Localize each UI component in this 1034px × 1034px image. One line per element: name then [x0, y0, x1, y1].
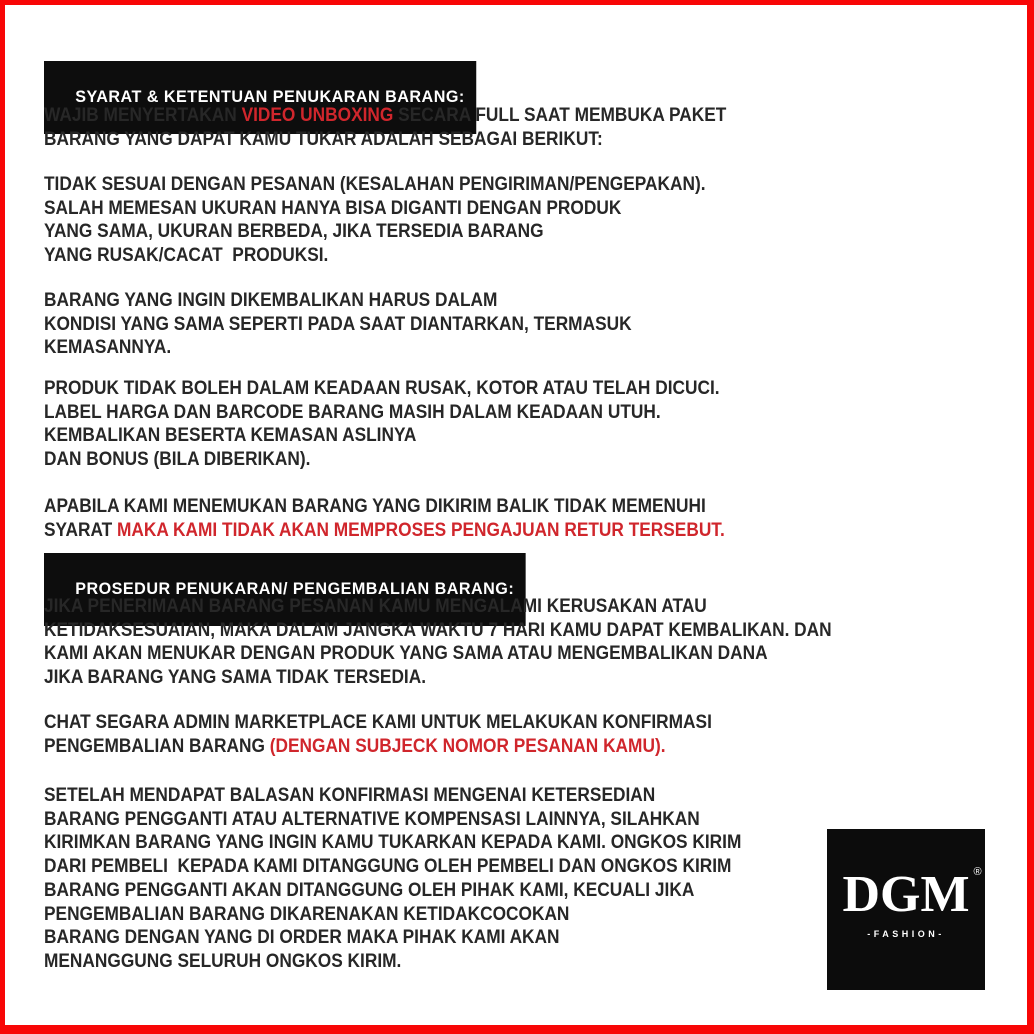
paragraph-unboxing-requirement: [44, 104, 726, 151]
body-text: KIRIMKAN BARANG YANG INGIN KAMU TUKARKAN KEPADA KAMI. ONGKOS KIRIM: [44, 832, 742, 854]
text-line: [44, 784, 741, 808]
body-text: KEMASANNYA.: [44, 337, 172, 359]
text-line: [44, 448, 720, 472]
body-text: MENANGGUNG SELURUH ONGKOS KIRIM.: [44, 950, 402, 972]
body-text: SYARAT: [44, 519, 118, 541]
body-text: KETIDAKSESUAIAN, MAKA DALAM JANGKA WAKTU 7 HARI KAMU DAPAT KEMBALIKAN. DAN: [44, 619, 832, 641]
body-text: DARI PEMBELI KEPADA KAMI DITANGGUNG OLEH PEMBELI DAN ONGKOS KIRIM: [44, 856, 732, 878]
body-text: PENGEMBALIAN BARANG DIKARENAKAN KETIDAKCOCOKAN: [44, 903, 570, 925]
highlighted-text: VIDEO UNBOXING: [241, 105, 394, 126]
body-text: LABEL HARGA DAN BARCODE BARANG MASIH DALAM KEADAAN UTUH.: [44, 401, 661, 423]
body-text: KONDISI YANG SAMA SEPERTI PADA SAAT DIANTARKAN, TERMASUK: [44, 313, 632, 335]
body-text: KAMI AKAN MENUKAR DENGAN PRODUK YANG SAMA ATAU MENGEMBALIKAN DANA: [44, 643, 768, 665]
body-text: SECARA FULL SAAT MEMBUKA PAKET: [393, 105, 727, 126]
body-text: BARANG DENGAN YANG DI ORDER MAKA PIHAK KAMI AKAN: [44, 927, 560, 949]
text-line: [44, 879, 741, 903]
body-text: BARANG PENGGANTI AKAN DITANGGUNG OLEH PIHAK KAMI, KECUALI JIKA: [44, 879, 695, 901]
text-line: [44, 197, 706, 221]
body-text: BARANG YANG INGIN DIKEMBALIKAN HARUS DALAM: [44, 290, 498, 311]
brand-wordmark: [842, 866, 982, 923]
text-line: [44, 377, 720, 401]
registered-trademark-icon: ®: [973, 866, 982, 878]
text-line: [44, 401, 720, 425]
body-text: JIKA PENERIMAAN BARANG PESANAN KAMU MENGALAMI KERUSAKAN ATAU: [44, 596, 707, 617]
body-text: APABILA KAMI MENEMUKAN BARANG YANG DIKIRIM BALIK TIDAK MEMENUHI: [44, 496, 706, 517]
text-line: [44, 808, 741, 832]
paragraph-product-state-rules: [44, 377, 720, 472]
paragraph-eligible-items: [44, 173, 706, 268]
text-line: [44, 519, 725, 543]
text-line: [44, 104, 726, 128]
paragraph-shipping-costs: [44, 784, 741, 974]
body-text: DAN BONUS (BILA DIBERIKAN).: [44, 449, 311, 471]
text-line: [44, 666, 832, 690]
paragraph-seven-day-window: [44, 595, 832, 690]
body-text: TIDAK SESUAI DENGAN PESANAN (KESALAHAN PENGIRIMAN/PENGEPAKAN).: [44, 174, 706, 195]
text-line: [44, 173, 706, 197]
body-text: JIKA BARANG YANG SAMA TIDAK TERSEDIA.: [44, 667, 427, 689]
text-line: [44, 495, 725, 519]
terms-heading-label: SYARAT & KETENTUAN PENUKARAN BARANG:: [75, 87, 465, 106]
body-text: BARANG YANG DAPAT KAMU TUKAR ADALAH SEBAGAI BERIKUT:: [44, 128, 603, 150]
body-text: BARANG PENGGANTI ATAU ALTERNATIVE KOMPENSASI LAINNYA, SILAHKAN: [44, 808, 700, 830]
body-text: WAJIB MENYERTAKAN: [44, 105, 242, 126]
body-text: YANG SAMA, UKURAN BERBEDA, JIKA TERSEDIA BARANG: [44, 221, 544, 243]
paragraph-return-condition: [44, 289, 632, 360]
text-line: [44, 711, 712, 735]
text-line: [44, 313, 632, 337]
text-line: [44, 642, 832, 666]
body-text: KEMBALIKAN BESERTA KEMASAN ASLINYA: [44, 425, 417, 447]
text-line: [44, 220, 706, 244]
procedure-heading-label: PROSEDUR PENUKARAN/ PENGEMBALIAN BARANG:: [75, 579, 515, 598]
text-line: [44, 424, 720, 448]
highlighted-text: MAKA KAMI TIDAK AKAN MEMPROSES PENGAJUAN RETUR TERSEBUT.: [117, 519, 725, 541]
text-line: [44, 128, 726, 152]
body-text: SALAH MEMESAN UKURAN HANYA BISA DIGANTI DENGAN PRODUK: [44, 197, 622, 219]
paragraph-non-compliance-warning: [44, 495, 725, 542]
body-text: SETELAH MENDAPAT BALASAN KONFIRMASI MENGENAI KETERSEDIAN: [44, 785, 656, 806]
text-line: [44, 855, 741, 879]
text-line: [44, 336, 632, 360]
body-text: PRODUK TIDAK BOLEH DALAM KEADAAN RUSAK, KOTOR ATAU TELAH DICUCI.: [44, 378, 720, 399]
paragraph-chat-admin: [44, 711, 712, 758]
text-line: [44, 903, 741, 927]
text-line: [44, 619, 832, 643]
brand-name: DGM: [842, 866, 970, 923]
text-line: [44, 289, 632, 313]
text-line: [44, 831, 741, 855]
body-text: YANG RUSAK/CACAT PRODUKSI.: [44, 245, 329, 267]
brand-tagline: -FASHION-: [867, 929, 945, 939]
text-line: [44, 735, 712, 759]
text-line: [44, 926, 741, 950]
text-line: [44, 244, 706, 268]
body-text: CHAT SEGARA ADMIN MARKETPLACE KAMI UNTUK MELAKUKAN KONFIRMASI: [44, 712, 712, 733]
body-text: PENGEMBALIAN BARANG: [44, 735, 270, 757]
text-line: [44, 595, 832, 619]
text-line: [44, 950, 741, 974]
dgm-fashion-logo: [827, 829, 985, 990]
highlighted-text: (DENGAN SUBJECK NOMOR PESANAN KAMU).: [269, 735, 666, 757]
